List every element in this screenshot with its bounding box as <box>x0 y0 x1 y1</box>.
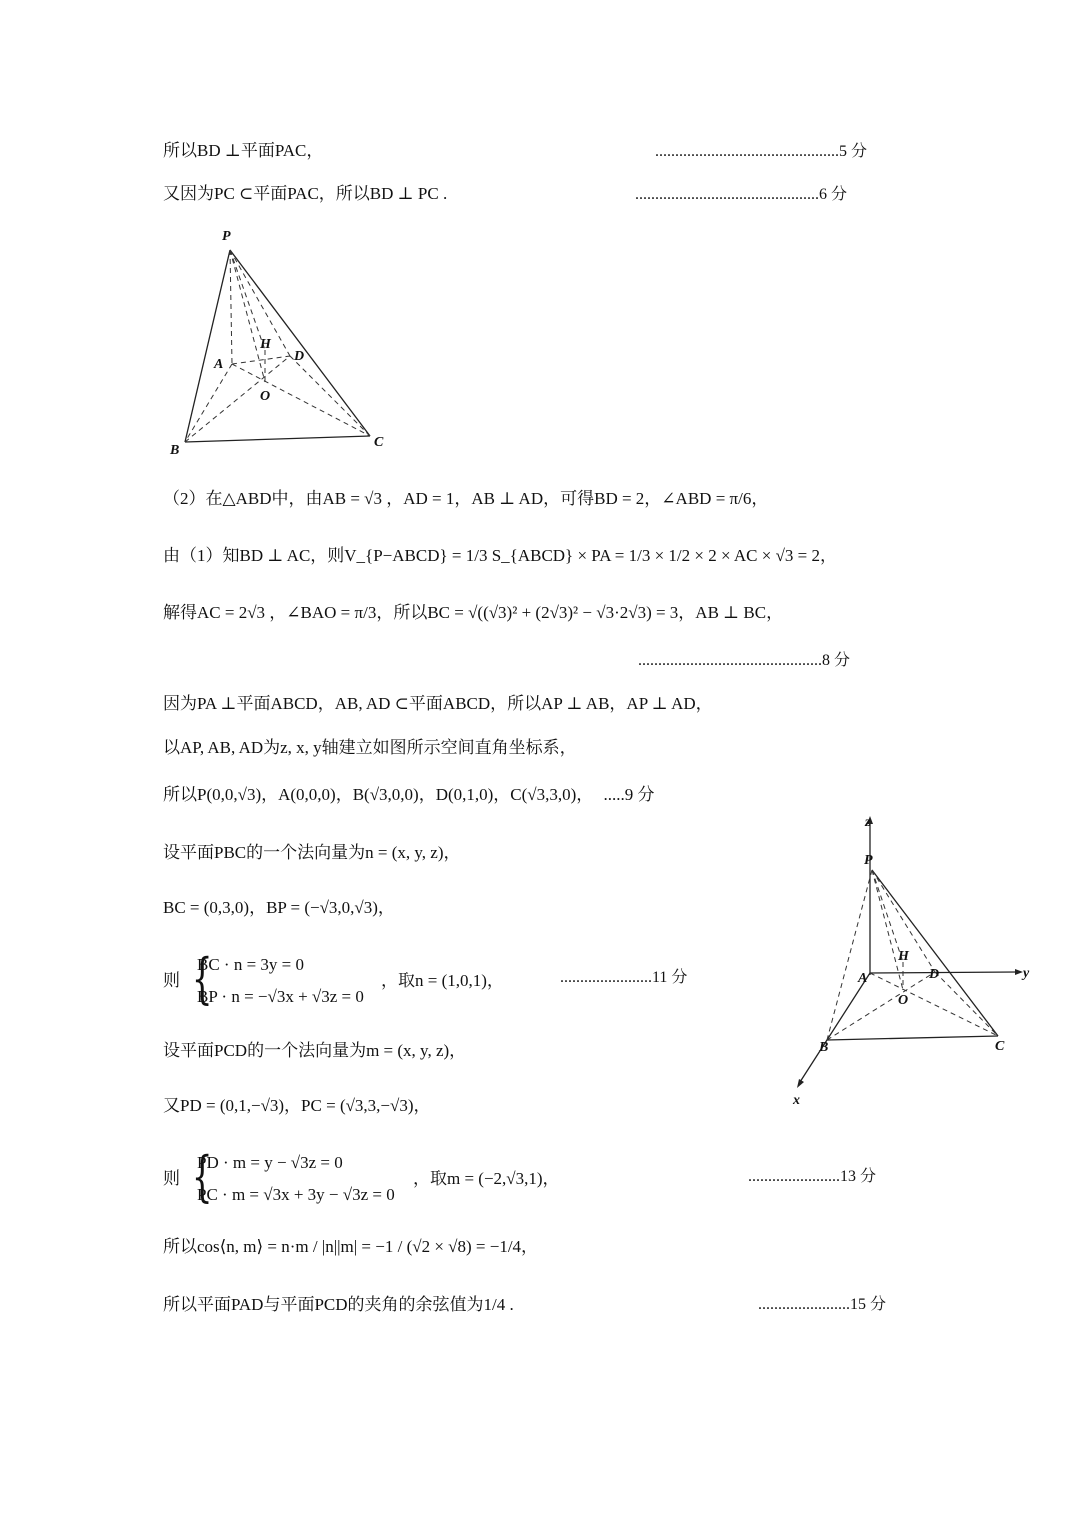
fig1-label-b: B <box>170 443 180 458</box>
text-line-7: 以AP, AB, AD为z, x, y轴建立如图所示空间直角坐标系， <box>163 738 577 757</box>
fig2-label-o: O <box>898 993 909 1008</box>
text-line-5: 解得AC = 2√3 ，∠BAO = π/3，所以BC = √((√3)² + (2√3)² − √3·2√3) = 3，AB ⊥ BC， <box>163 603 784 622</box>
y-axis <box>870 972 1017 973</box>
fig2-label-z: z <box>865 815 871 830</box>
system-row-1: BC · n = 3y = 0 <box>197 955 305 974</box>
fig2-label-b: B <box>819 1040 829 1055</box>
fig1-label-c: C <box>374 435 384 450</box>
fig2-label-a: A <box>858 971 868 986</box>
edge-dc <box>935 972 998 1036</box>
score-9: .....9 分 <box>603 785 655 804</box>
pyramid-edge-dc <box>290 356 370 436</box>
equation-system-pcd <box>163 1145 723 1212</box>
text-line-3: （2）在△ABD中，由AB = √3 ，AD = 1，AB ⊥ AD，可得BD = 2，∠ABD = π/6， <box>163 489 769 508</box>
pyramid-edge-ph <box>230 250 265 350</box>
text-line-16: 所以平面PAD与平面PCD的夹角的余弦值为1/4 . <box>163 1295 514 1314</box>
pyramid-edge-bc <box>185 436 370 442</box>
text-line-10: BC = (0,3,0)，BP = (−√3,0,√3)， <box>163 898 395 917</box>
edge-bc <box>827 1036 998 1040</box>
fig2-label-x: x <box>793 1093 800 1108</box>
text-line-9: 设平面PBC的一个法向量为n = (x, y, z)， <box>163 843 461 862</box>
score-6: ..............................................6 分 <box>635 186 848 203</box>
score-5: ..............................................5 分 <box>655 143 868 160</box>
system-row-2: PC · m = √3x + 3y − √3z = 0 <box>197 1185 395 1204</box>
score-15: .......................15 分 <box>758 1296 887 1313</box>
left-brace: { <box>191 1145 213 1208</box>
text-line-6: 因为PA ⊥平面ABCD，AB, AD ⊂平面ABCD，所以AP ⊥ AB，AP ⊥ AD， <box>163 694 713 713</box>
left-brace: { <box>191 947 213 1010</box>
system-row-1: PD · m = y − √3z = 0 <box>197 1153 343 1172</box>
system-prefix: 则 <box>163 1169 180 1188</box>
y-axis-arrow <box>1015 969 1023 975</box>
coordinate-pyramid-figure <box>785 810 1045 1110</box>
fig1-label-a: A <box>214 357 224 372</box>
text-line-15: 所以cos⟨n, m⟩ = n·m / |n||m| = −1 / (√2 × √8) = −1/4， <box>163 1237 539 1256</box>
pyramid-edge-ab <box>185 364 232 442</box>
fig1-label-h: H <box>260 337 271 352</box>
x-axis <box>800 973 870 1082</box>
fig2-label-p: P <box>864 853 873 868</box>
pyramid-edge-pc <box>230 250 370 436</box>
text-line-4: 由（1）知BD ⊥ AC，则V_{P−ABCD} = 1/3 S_{ABCD} × PA = 1/3 × 1/2 × 2 × AC × √3 = 2， <box>163 546 838 565</box>
pyramid-edge-ad <box>232 356 290 364</box>
fig2-label-c: C <box>995 1039 1005 1054</box>
fig2-label-y: y <box>1023 966 1030 981</box>
pyramid-figure <box>160 220 400 465</box>
edge-po <box>872 870 903 990</box>
score-8: ..............................................8 分 <box>638 652 851 669</box>
text-line-2: 又因为PC ⊂平面PAC，所以BD ⊥ PC . <box>163 184 448 203</box>
system-prefix: 则 <box>163 971 180 990</box>
fig2-label-d: D <box>929 967 940 982</box>
pyramid-edge-pa <box>230 250 232 364</box>
edge-bd <box>827 972 935 1040</box>
text-line-1: 所以BD ⊥平面PAC， <box>163 141 324 160</box>
score-13: .......................13 分 <box>748 1168 877 1185</box>
pyramid-edge-pb <box>185 250 230 442</box>
fig1-label-p: P <box>222 229 231 244</box>
text-line-13: 又PD = (0,1,−√3)，PC = (√3,3,−√3)， <box>163 1096 431 1115</box>
fig2-label-h: H <box>898 949 909 964</box>
system-suffix: ，取n = (1,0,1)， <box>381 971 504 990</box>
edge-pc <box>872 870 998 1036</box>
x-axis-arrow <box>797 1079 804 1088</box>
system-row-2: BP · n = −√3x + √3z = 0 <box>197 987 364 1006</box>
pyramid-edge-ac <box>232 364 370 436</box>
pyramid-edge-po <box>230 250 265 382</box>
text-line-12: 设平面PCD的一个法向量为m = (x, y, z)， <box>163 1041 467 1060</box>
fig1-label-d: D <box>294 349 305 364</box>
edge-pb <box>827 870 872 1040</box>
text-line-8: 所以P(0,0,√3)，A(0,0,0)，B(√3,0,0)，D(0,1,0)，C(√3,3,0)， .....9 分 <box>163 785 655 804</box>
score-11: .......................11 分 <box>560 969 688 986</box>
system-suffix: ，取m = (−2,√3,1)， <box>413 1169 560 1188</box>
edge-ac <box>870 973 998 1036</box>
pyramid-edge-bd <box>185 356 290 442</box>
fig1-label-o: O <box>260 389 271 404</box>
